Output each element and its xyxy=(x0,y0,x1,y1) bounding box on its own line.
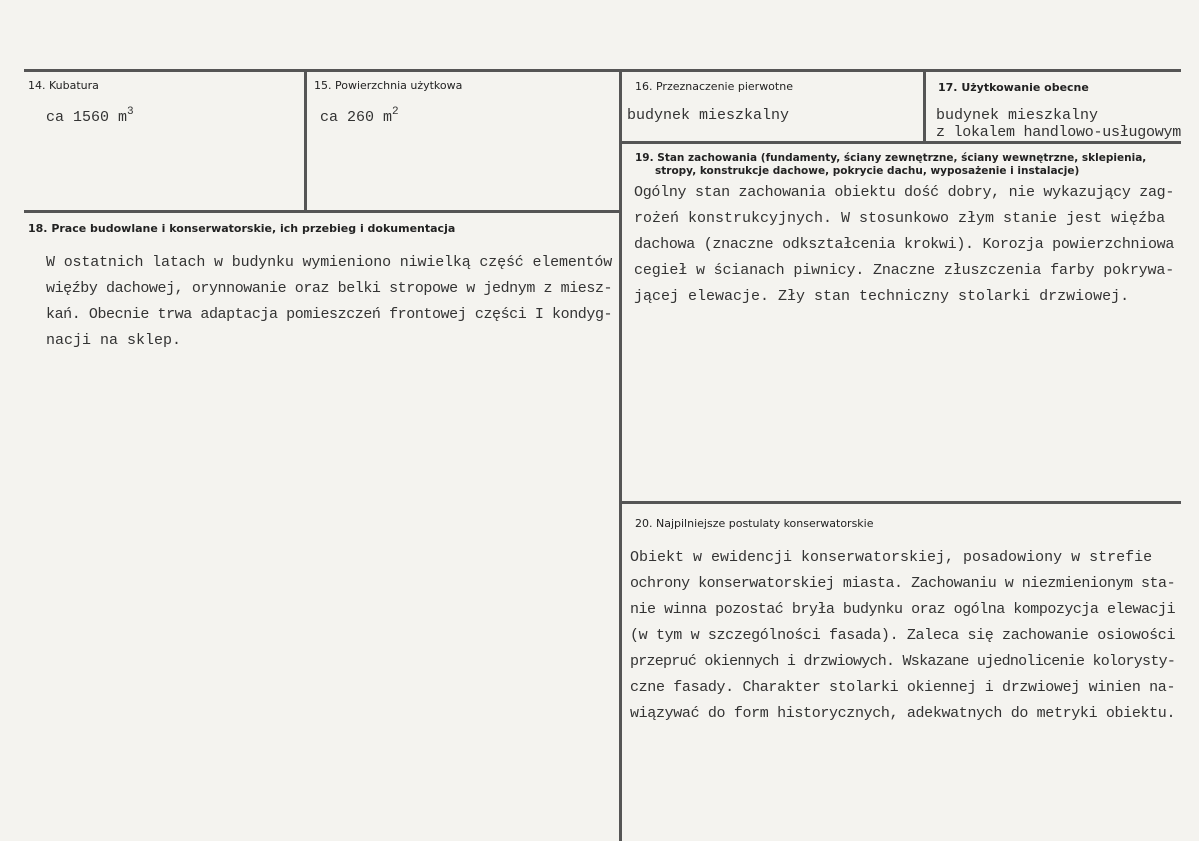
postulaty-line: (w tym w szczególności fasada). Zaleca się zachowanie osiowości xyxy=(630,627,1176,644)
stan-line: Ogólny stan zachowania obiektu dość dobry, nie wykazujący zag- xyxy=(634,184,1175,201)
center-divider xyxy=(619,69,622,841)
stan-line: rożeń konstrukcyjnych. W stosunkowo złym stanie jest więźba xyxy=(634,210,1166,227)
stan-text xyxy=(634,180,1174,310)
postulaty-label: 20. Najpilniejsze postulaty konserwatorskie xyxy=(635,517,874,530)
postulaty-line: czne fasady. Charakter stolarki okiennej i drzwiowej winien na- xyxy=(630,679,1176,696)
divider-14-15 xyxy=(304,69,307,213)
prace-text xyxy=(46,250,612,354)
postulaty-line: przepruć okiennych i drzwiowych. Wskazane ujednolicenie kolorysty- xyxy=(630,653,1176,670)
prace-line: więźby dachowej, orynnowanie oraz belki stropowe w jednym z miesz- xyxy=(46,280,613,297)
divider-16-17 xyxy=(923,69,926,143)
przeznaczenie-label: 16. Przeznaczenie pierwotne xyxy=(635,80,793,93)
rule-under-16-17 xyxy=(621,141,1181,144)
stan-line: cegieł w ścianach piwnicy. Znaczne złuszczenia farby pokrywa- xyxy=(634,262,1175,279)
kubatura-exponent: 3 xyxy=(127,106,134,118)
rule-under-14-15 xyxy=(24,210,621,213)
kubatura-label: 14. Kubatura xyxy=(28,79,99,92)
kubatura-value xyxy=(46,106,134,126)
przeznaczenie-value: budynek mieszkalny xyxy=(627,107,790,124)
powierzchnia-label: 15. Powierzchnia użytkowa xyxy=(314,79,463,92)
stan-label-line-1: 19. Stan zachowania (fundamenty, ściany zewnętrzne, ściany wewnętrzne, sklepienia, xyxy=(635,152,1147,164)
uzytkowanie-line-2: z lokalem handlowo-usługowym xyxy=(936,124,1182,141)
uzytkowanie-line-1: budynek mieszkalny xyxy=(936,107,1099,124)
powierzchnia-value xyxy=(320,106,399,126)
prace-line: nacji na sklep. xyxy=(46,332,182,349)
prace-line: kań. Obecnie trwa adaptacja pomieszczeń frontowej części I kondyg- xyxy=(46,306,613,323)
top-rule xyxy=(24,69,1181,72)
postulaty-line: Obiekt w ewidencji konserwatorskiej, posadowiony w strefie xyxy=(630,549,1153,566)
stan-line: dachowa (znaczne odkształcenia krokwi). Korozja powierzchniowa xyxy=(634,236,1175,253)
uzytkowanie-label: 17. Użytkowanie obecne xyxy=(938,81,1089,94)
stan-line: jącej elewacje. Zły stan techniczny stolarki drzwiowej. xyxy=(634,288,1130,305)
rule-under-19 xyxy=(621,501,1181,504)
powierzchnia-number: ca 260 m xyxy=(320,109,393,126)
postulaty-line: nie winna pozostać bryła budynku oraz ogólna kompozycja elewacji xyxy=(630,601,1176,618)
prace-label: 18. Prace budowlane i konserwatorskie, ich przebieg i dokumentacja xyxy=(28,222,456,235)
postulaty-line: wiązywać do form historycznych, adekwatnych do metryki obiektu. xyxy=(630,705,1176,722)
prace-line: W ostatnich latach w budynku wymieniono niwielką część elementów xyxy=(46,254,613,271)
powierzchnia-exponent: 2 xyxy=(392,106,399,118)
postulaty-line: ochrony konserwatorskiej miasta. Zachowaniu w niezmienionym sta- xyxy=(630,575,1176,592)
kubatura-number: ca 1560 m xyxy=(46,109,128,126)
stan-label-line-2: stropy, konstrukcje dachowe, pokrycie dachu, wyposażenie i instalacje) xyxy=(655,165,1080,177)
postulaty-text xyxy=(630,545,1175,727)
